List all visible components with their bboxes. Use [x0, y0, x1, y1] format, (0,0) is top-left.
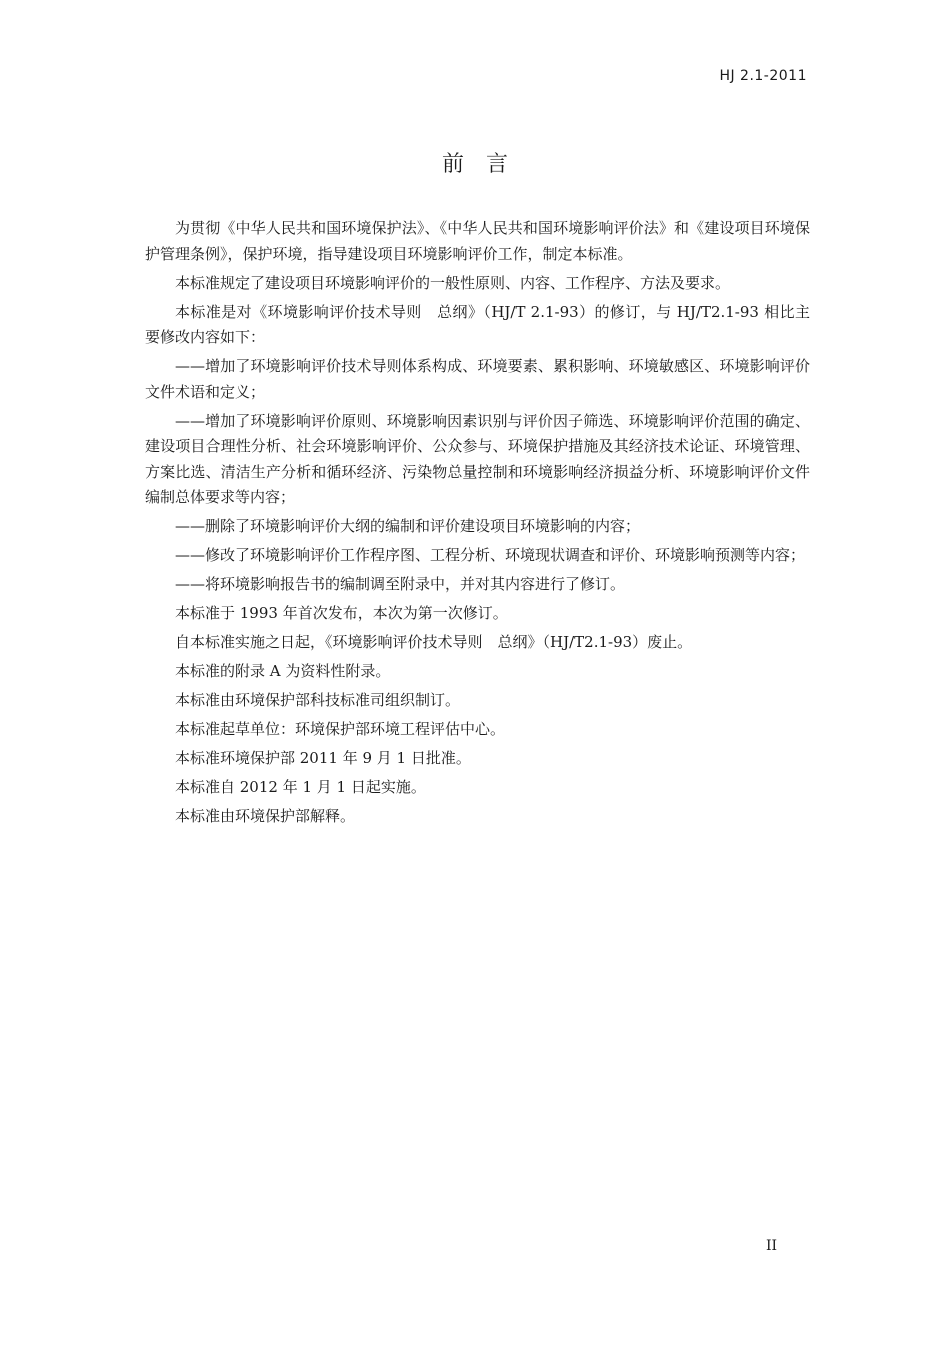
page-title: 前言 [441, 152, 530, 177]
paragraph-first-published: 本标准于 1993 年首次发布，本次为第一次修订。 [175, 604, 508, 622]
paragraph-drafting-unit: 本标准起草单位：环境保护部环境工程评估中心。 [175, 720, 506, 738]
paragraph-change-deleted: ——删除了环境影响评价大纲的编制和评价建设项目环境影响的内容； [175, 517, 641, 535]
paragraph-scope: 本标准规定了建设项目环境影响评价的一般性原则、内容、工作程序、方法及要求。 [175, 273, 731, 292]
paragraph-appendix-a: 本标准的附录 A 为资料性附录。 [175, 662, 391, 680]
paragraph-revision-intro: 本标准是对《环境影响评价技术导则 总纲》（HJ/T 2.1-93）的修订，与 HJ/T2.1-93 相比主要修改内容如下： [145, 302, 810, 346]
paragraph-change-principles: ——增加了环境影响评价原则、环境影响因素识别与评价因子筛选、环境影响评价范围的确定、建设项目合理性分析、社会环境影响评价、公众参与、环境保护措施及其经济技术论证、环境管理、方案比选、清洁生产分析和循环经济、污染物总量控制和环境影响经济损益分析、环境影响评价文件编制总体要求等内容； [145, 411, 810, 506]
paragraph-change-terms: ——增加了环境影响评价技术导则体系构成、环境要素、累积影响、环境敏感区、环境影响评价文件术语和定义； [145, 357, 810, 401]
paragraph-change-modified: ——修改了环境影响评价工作程序图、工程分析、环境现状调查和评价、环境影响预测等内容； [175, 546, 806, 564]
paragraph-effective-date: 本标准自 2012 年 1 月 1 日起实施。 [175, 778, 426, 796]
paragraph-interpretation: 本标准由环境保护部解释。 [175, 807, 356, 825]
foreword-body [145, 216, 810, 833]
paragraph-change-appendix: ——将环境影响报告书的编制调至附录中，并对其内容进行了修订。 [175, 575, 626, 593]
paragraph-approval-date: 本标准环境保护部 2011 年 9 月 1 日批准。 [175, 749, 471, 767]
paragraph-organizer: 本标准由环境保护部科技标准司组织制订。 [175, 691, 461, 709]
page-number: II [765, 1238, 777, 1254]
paragraph-abolished: 自本标准实施之日起，《环境影响评价技术导则 总纲》（HJ/T2.1-93）废止。 [175, 633, 693, 651]
paragraph-purpose: 为贯彻《中华人民共和国环境保护法》、《中华人民共和国环境影响评价法》和《建设项目环境保护管理条例》，保护环境，指导建设项目环境影响评价工作，制定本标准。 [145, 219, 810, 263]
document-code: HJ 2.1-2011 [719, 68, 807, 84]
